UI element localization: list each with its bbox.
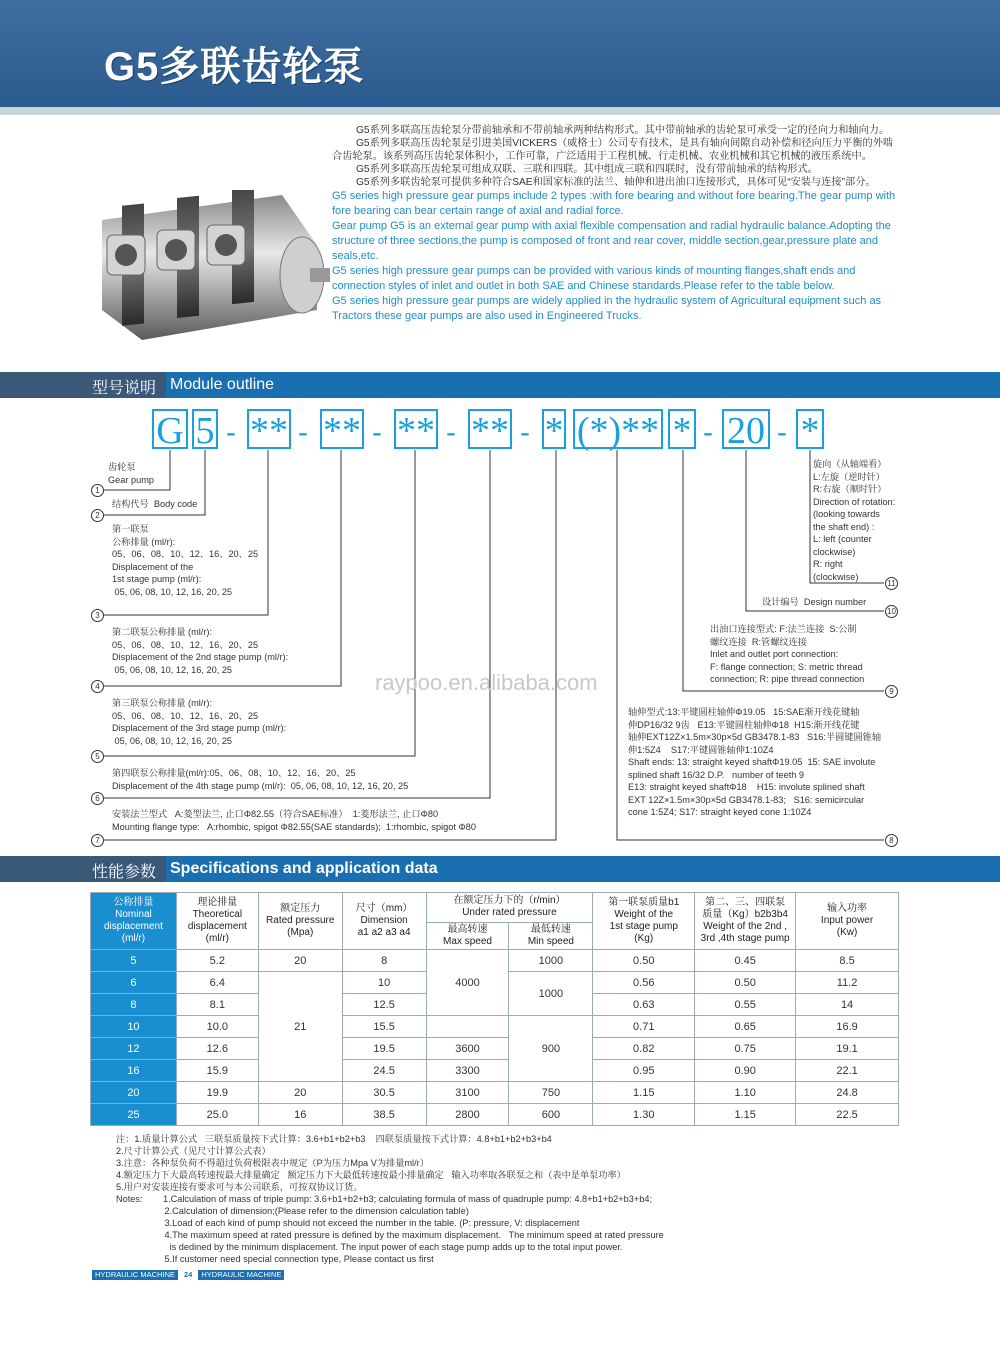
code-s7: * (668, 409, 696, 449)
cell-disp: 20 (91, 1082, 177, 1104)
cell-min: 1000 (509, 950, 593, 972)
note-line: Notes: 1.Calculation of mass of triple pump: 3.6+b1+b2+b3; calculating formula of mass of quadruple pump: 4.8+b1+b2+b3+b4; (116, 1194, 653, 1204)
cell-theo: 5.2 (176, 950, 258, 972)
cell-power: 16.9 (796, 1016, 899, 1038)
footer-left: HYDRAULIC MACHINE (92, 1270, 178, 1280)
cell-w1: 0.56 (593, 972, 695, 994)
note-line: 2.尺寸计算公式（见尺寸计算公式表） (116, 1146, 271, 1156)
cell-dim: 24.5 (342, 1060, 426, 1082)
cell-min: 1000 (509, 972, 593, 1016)
gear-pump-image (82, 190, 332, 350)
watermark: raypoo.en.alibaba.com (375, 670, 598, 695)
code-dash-4: - (446, 416, 456, 449)
cell-max: 3600 (426, 1038, 509, 1060)
code-dash-6: - (703, 416, 713, 449)
th-weight-2: 第二、三、四联泵 质量（Kg）b2b3b4 Weight of the 2nd , 3rd ,4th stage pump (695, 893, 796, 950)
cell-theo: 19.9 (176, 1082, 258, 1104)
table-row (91, 1038, 899, 1060)
cell-w2: 0.50 (695, 972, 796, 994)
th-theoretical: 理论排量 Theoretical displacement (ml/r) (176, 893, 258, 950)
cell-power: 8.5 (796, 950, 899, 972)
table-row (91, 1060, 899, 1082)
cell-w1: 0.71 (593, 1016, 695, 1038)
cell-disp: 10 (91, 1016, 177, 1038)
cell-max: 3300 (426, 1060, 509, 1082)
intro-en-4: G5 series high pressure gear pumps are widely applied in the hydraulic system of Agricultural equipment such as Tractors these gear pumps are also used in Engineered Trucks. (332, 295, 882, 323)
cell-w2: 1.15 (695, 1104, 796, 1126)
cell-max: 2800 (426, 1104, 509, 1126)
code-dash-1: - (226, 416, 236, 449)
spec-heading-en: Specifications and application data (170, 860, 438, 877)
code-s1: ** (247, 409, 291, 449)
cell-w1: 0.82 (593, 1038, 695, 1060)
cell-theo: 10.0 (176, 1016, 258, 1038)
code-g: G (152, 409, 188, 449)
marker-9: 9 (885, 685, 898, 698)
cell-w2: 0.55 (695, 994, 796, 1016)
note-line: is dedined by the minimum displacement. The input power of each stage pump adds up to the total input power. (116, 1242, 623, 1252)
th-pressure: 额定压力 Rated pressure (Mpa) (258, 893, 342, 950)
th-min-speed: 最低转速 Min speed (509, 922, 593, 949)
marker-3: 3 (91, 609, 104, 622)
cell-dim: 8 (342, 950, 426, 972)
spec-heading-cn: 性能参数 (92, 864, 157, 881)
note-2: 结构代号 Body code (112, 499, 198, 509)
marker-11: 11 (885, 577, 898, 590)
marker-10: 10 (885, 605, 898, 618)
module-heading-en: Module outline (170, 376, 275, 393)
cell-disp: 12 (91, 1038, 177, 1060)
note-5: 第三联泵公称排量 (ml/r): 05、06、08、10、12、16、20、25 Displacement of the 3rd stage pump (ml/r): 05, 06, 08, 10, 12, 16, 20, 25 (112, 698, 287, 746)
intro-cn-2: G5系列多联高压齿轮泵是引进美国VICKERS（威格士）公司专有技术，是具有轴向间隙自动补偿和径向压力平衡的外啮合齿轮泵。该系列高压齿轮泵体积小，工作可靠，广泛适用于工程机械、行走机械、农业机械和其它机械的液压系统中。 (332, 138, 894, 163)
th-max-speed: 最高转速 Max speed (426, 922, 509, 949)
code-dash-5: - (520, 416, 530, 449)
intro-en-3: G5 series high pressure gear pumps can be provided with various kinds of mounting flanges,shaft ends and connection styles of inlet and outlet in both SAE and Chinese standards.Please refer to the table below. (332, 265, 856, 293)
cell-press: 20 (258, 950, 342, 972)
intro-text (332, 124, 900, 324)
cell-w2: 0.75 (695, 1038, 796, 1060)
code-s4: ** (468, 409, 512, 449)
module-section-bar (0, 372, 1000, 398)
note-line: 2.Calculation of dimension;(Please refer to the dimension calculation table) (116, 1206, 469, 1216)
cell-power: 24.8 (796, 1082, 899, 1104)
cell-press: 16 (258, 1104, 342, 1126)
spec-table (90, 892, 899, 1126)
notes-block (116, 1133, 664, 1265)
marker-8: 8 (885, 834, 898, 847)
cell-dim: 15.5 (342, 1016, 426, 1038)
page-title: G5多联齿轮泵 (104, 45, 365, 89)
note-8: 轴伸型式:13:平键圆柱轴伸Φ19.05 15:SAE渐开线花键轴 伸DP16/32 9齿 E13:平键圆柱轴伸Φ18 H15:渐开线花键 轴伸EXT12Z×1.5m×30p×5d GB3478.1-83 S16:半圆键圆锥轴 伸1:5Z4 S17:平键圆锥轴伸1:10Z4 Shaft ends: 13: straight keyed shaftΦ19.05 15: SAE involute splined shaft 16/32 D.P. number of teeth 9 E13: straight keyed shaftΦ18 H15: involute splined shaft EXT 12Z×1.5m×30p×5d GB3478.1-83; S16: semicircular cone 1:5Z4; S17: straight keyed cone 1:10Z4 (628, 707, 882, 817)
code-5: 5 (192, 409, 218, 449)
table-row (91, 1082, 899, 1104)
cell-power: 19.1 (796, 1038, 899, 1060)
note-10: 设计编号 Design number (762, 597, 867, 607)
marker-5: 5 (91, 750, 104, 763)
code-dash-7: - (777, 416, 787, 449)
cell-disp: 6 (91, 972, 177, 994)
code-s3: ** (394, 409, 438, 449)
note-7: 安装法兰型式 A:菱型法兰, 止口Φ82.55（符合SAE标准） 1:菱形法兰, 止口Φ80 Mounting flange type: A:rhombic, spigot Φ82.55(SAE standards); 1:rhombic, spigot Φ80 (112, 809, 476, 832)
note-line: 4.The maximum speed at rated pressure is defined by the maximum displacement. The minimum speed at rated pressure (116, 1230, 664, 1240)
cell-w2: 0.45 (695, 950, 796, 972)
module-heading-cn: 型号说明 (92, 380, 157, 397)
cell-theo: 6.4 (176, 972, 258, 994)
note-11: 旋向（从轴端看） L:左旋（逆时针） R:右旋（顺时针） Direction of rotation: (looking towards the shaft end) : L: left (counter clockwise) R: right (clockwise) (813, 459, 896, 582)
intro-en-1: G5 series high pressure gear pumps include 2 types :with fore bearing and without fore bearing.The gear pump with fore bearing can bear certain range of axial and radial force. (332, 190, 896, 218)
code-dash-2: - (298, 416, 308, 449)
cell-disp: 5 (91, 950, 177, 972)
code-s9: * (796, 409, 824, 449)
marker-2: 2 (91, 509, 104, 522)
cell-power: 11.2 (796, 972, 899, 994)
cell-w2: 1.10 (695, 1082, 796, 1104)
cell-dim: 19.5 (342, 1038, 426, 1060)
note-line: 3.Load of each kind of pump should not exceed the number in the table. (P: pressure, V: displacement (116, 1218, 580, 1228)
marker-7: 7 (91, 834, 104, 847)
cell-w1: 1.30 (593, 1104, 695, 1126)
marker-1: 1 (91, 484, 104, 497)
cell-dim: 10 (342, 972, 426, 994)
spec-section-bar (0, 856, 1000, 882)
th-speed: 在额定压力下的（r/min） Under rated pressure (426, 893, 593, 923)
cell-theo: 12.6 (176, 1038, 258, 1060)
table-row (91, 950, 899, 972)
footer (92, 1270, 287, 1280)
note-line: 5.用户对安装连接有要求可与本公司联系，可按双协议订货。 (116, 1182, 363, 1192)
th-dimension: 尺寸（mm） Dimension a1 a2 a3 a4 (342, 893, 426, 950)
code-s2: ** (320, 409, 364, 449)
table-row (91, 1104, 899, 1126)
intro-cn-3: G5系列多联高压齿轮泵可组成双联、三联和四联。其中组成三联和四联时，没有带前轴承的结构形式。 (356, 164, 818, 176)
cell-disp: 8 (91, 994, 177, 1016)
note-line: 5.If customer need special connection type, Please contact us first (116, 1254, 434, 1264)
cell-max: 3100 (426, 1082, 509, 1104)
cell-w1: 0.50 (593, 950, 695, 972)
note-6: 第四联泵公称排量(ml/r):05、06、08、10、12、16、20、25 Displacement of the 4th stage pump (ml/r): 05, 06, 08, 10, 12, 16, 20, 25 (112, 768, 409, 791)
code-s5: * (542, 409, 566, 449)
page-number: 24 (181, 1270, 195, 1280)
intro-cn-1: G5系列多联高压齿轮泵分带前轴承和不带前轴承两种结构形式。其中带前轴承的齿轮泵可承受一定的径向力和轴向力。 (356, 125, 890, 136)
cell-max (426, 1016, 509, 1038)
cell-disp: 25 (91, 1104, 177, 1126)
header-stripe (0, 107, 1000, 115)
cell-theo: 25.0 (176, 1104, 258, 1126)
th-weight-1: 第一联泵质量b1 Weight of the 1st stage pump (Kg) (593, 893, 695, 950)
cell-w1: 0.95 (593, 1060, 695, 1082)
cell-theo: 15.9 (176, 1060, 258, 1082)
cell-w2: 0.90 (695, 1060, 796, 1082)
cell-w1: 1.15 (593, 1082, 695, 1104)
cell-disp: 16 (91, 1060, 177, 1082)
cell-theo: 8.1 (176, 994, 258, 1016)
cell-power: 14 (796, 994, 899, 1016)
note-line: 4.额定压力下大最高转速按最大排量确定 额定压力下大最低转速按最小排量确定 输入功率取各联泵之和（表中是单泵功率） (116, 1170, 626, 1180)
cell-dim: 12.5 (342, 994, 426, 1016)
code-dash-3: - (372, 416, 382, 449)
intro-cn-4: G5系列多联齿轮泵可提供多种符合SAE和国家标准的法兰、轴伸和进出油口连接形式，具体可见“安装与连接”部分。 (356, 177, 876, 189)
cell-dim: 30.5 (342, 1082, 426, 1104)
cell-power: 22.1 (796, 1060, 899, 1082)
cell-max: 4000 (426, 950, 509, 1016)
cell-min: 900 (509, 1016, 593, 1082)
note-line: 注：1.质量计算公式 三联泵质量按下式计算：3.6+b1+b2+b3 四联泵质量按下式计算：4.8+b1+b2+b3+b4 (116, 1134, 552, 1144)
code-s6: (*)** (573, 409, 663, 449)
cell-w2: 0.65 (695, 1016, 796, 1038)
cell-power: 22.5 (796, 1104, 899, 1126)
table-row (91, 1016, 899, 1038)
note-1: 齿轮泵 Gear pump (108, 462, 154, 485)
marker-4: 4 (91, 680, 104, 693)
note-line: 3.注意：各种泵负荷不得超过负荷极限表中规定（P为压力Mpa V为排量ml/r） (116, 1158, 429, 1168)
cell-min: 750 (509, 1082, 593, 1104)
cell-dim: 38.5 (342, 1104, 426, 1126)
cell-min: 600 (509, 1104, 593, 1126)
code-s8: 20 (722, 409, 770, 449)
th-power: 输入功率 Input power (Kw) (796, 893, 899, 950)
cell-press: 21 (258, 972, 342, 1082)
marker-6: 6 (91, 792, 104, 805)
footer-right: HYDRAULIC MACHINE (198, 1270, 284, 1280)
th-displacement: 公称排量 Nominal displacement (ml/r) (91, 893, 177, 950)
cell-w1: 0.63 (593, 994, 695, 1016)
cell-press: 20 (258, 1082, 342, 1104)
note-9: 出油口连接型式: F:法兰连接 S:公制 螺纹连接 R:管螺纹连接 Inlet and outlet port connection: F: flange connection; S: metric thread connection; R: pipe thread connection (710, 624, 865, 684)
intro-en-2: Gear pump G5 is an external gear pump with axial flexible compensation and radial hydraulic balance.Adopting the structure of three sections,the pump is composed of front and rear cover, middle section,gear,pressure plate and seals,etc. (332, 220, 891, 263)
note-4: 第二联泵公称排量 (ml/r): 05、06、08、10、12、16、20、25 Displacement of the 2nd stage pump (ml/r): 05, 06, 08, 10, 12, 16, 20, 25 (112, 627, 289, 675)
note-3: 第一联泵 公称排量 (ml/r): 05、06、08、10、12、16、20、25 Displacement of the 1st stage pump (ml/r): 05, 06, 08, 10, 12, 16, 20, 25 (112, 524, 259, 597)
